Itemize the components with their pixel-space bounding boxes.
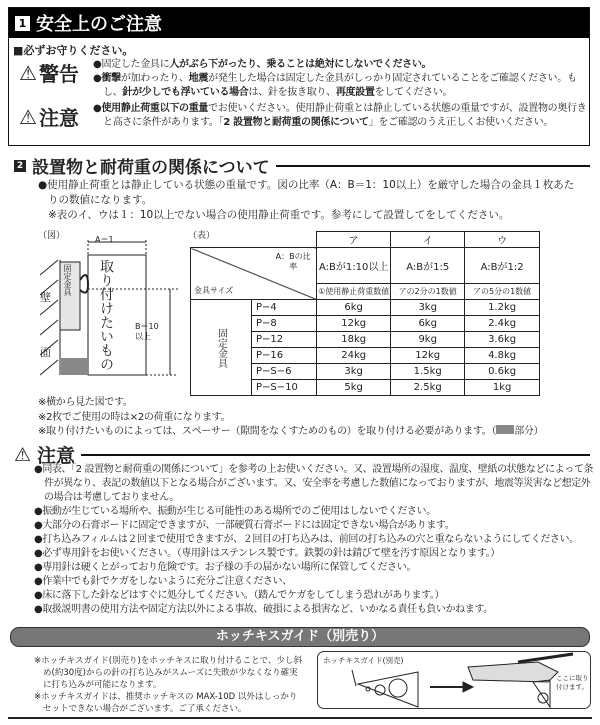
- caution-item: ●振動が生じている場所や、振動が生じる可能性のある場所でのご使用はしないでください。: [34, 506, 436, 517]
- value-cell: 6kg: [391, 316, 465, 332]
- section2-note: ※表のイ、ウは１：10以上でない場合の使用静止荷重です。参考にして設置してをしてください。: [48, 209, 510, 221]
- text-run: が加わったり、: [120, 73, 189, 84]
- stapler-guide-illustration: [318, 652, 590, 708]
- value-cell: 12kg: [391, 348, 465, 364]
- text-run: 人がぶら下がったり、乗ることは絶対にしないでください。: [169, 59, 432, 70]
- caution-title: 注意: [37, 445, 76, 467]
- caution-list: [93, 102, 587, 130]
- section-number: 2: [14, 160, 26, 172]
- attach-label: ここに取り付けます。: [556, 674, 589, 691]
- must-follow-label: ■必ずお守りください。: [13, 44, 134, 57]
- col-header: ウ: [465, 232, 540, 248]
- size-cell: P−16: [252, 348, 317, 364]
- guide-texts: [34, 655, 304, 715]
- spacer-swatch: [496, 425, 514, 434]
- sub-cell: アの2分の1数値: [391, 283, 465, 299]
- table-caption: （表）: [188, 231, 216, 241]
- ratio-cell: A:Bが1:2: [465, 248, 540, 284]
- text-run: 2 設置物と耐荷重の関係について: [223, 117, 369, 128]
- warning-text: 警告: [38, 62, 79, 86]
- text-run: 再度設置: [335, 87, 375, 98]
- caution-item: ●取扱説明書の使用方法や固定方法以外による事故、破損による損害など、いかなる責任も負いかねます。: [34, 604, 493, 615]
- size-cell: P−8: [252, 316, 317, 332]
- ratio-cell: A:Bが1:5: [391, 248, 465, 284]
- list-item: ●使用静止荷重以下の重量でお使いください。使用静止荷重とは静止している状態の重量ですが、設置物の奥行きと高さに条件があります。「2 設置物と耐荷重の関係について」をご確認のうえ正しくお使いください。: [93, 103, 587, 128]
- section-title: 設置物と耐荷重の関係について: [32, 158, 270, 178]
- value-cell: 24kg: [317, 348, 391, 364]
- value-cell: 6kg: [317, 300, 391, 316]
- caution-triangle-icon: ⚠: [19, 104, 37, 129]
- guide-illustration: [317, 651, 591, 709]
- divider: [81, 454, 590, 456]
- guide-text: ※ホッチキスガイドは、推奨ホッチキスの MAX-10D 以外はしっかりセットできない場合がございます。ご了承ください。: [34, 692, 298, 714]
- table-row: [191, 300, 540, 316]
- text-run: 地震: [188, 73, 209, 84]
- caution-item: ●大部分の石膏ボードに固定できますが、一部硬質石膏ボードには固定できない場合があります。: [34, 520, 455, 531]
- text-run: が発生した場合は固定した金具がしっかり固定されていることをご確認ください。もし、: [103, 73, 577, 98]
- value-cell: 4.8kg: [465, 348, 540, 364]
- value-cell: 1.2kg: [465, 300, 540, 316]
- section2-bullet: ●使用静止荷重とは静止している状態の重量です。図の比率（A：B＝1：10以上）を厳守した場合の金具１枚あたりの数値になります。: [38, 179, 575, 206]
- size-cell: P−S−6: [252, 364, 317, 380]
- label-b: B＝10以上: [135, 322, 159, 341]
- section2-heading: [14, 153, 590, 178]
- value-cell: 3kg: [391, 300, 465, 316]
- note: ※取り付けたいものによっては、スペーサー（隙間をなくすためのもの）を取り付ける必要があります。（: [38, 426, 497, 437]
- group-label: 固定金具: [191, 300, 252, 396]
- caution-item: ●打ち込みフィルムは２回まで使用できますが、２回目の打ち込みは、前回の打ち込みの穴と重ならないようにしてください。: [34, 534, 579, 545]
- guide-banner: ホッチキスガイド（別売り）: [10, 627, 590, 647]
- text-run: 使用静止荷重以下の重量: [101, 103, 209, 114]
- ratio-cell: A:Bが1:10以上: [317, 248, 391, 284]
- section-number: 1: [15, 16, 30, 31]
- caution-item: ●専用針は硬くとがっており危険です。お子様の手の届かない場所に保管してください。: [34, 562, 416, 573]
- value-cell: 18kg: [317, 332, 391, 348]
- label-object: 取り付けたいもの: [98, 259, 114, 371]
- guide-image-label: ホッチキスガイド(別売): [323, 656, 404, 665]
- value-cell: 2.5kg: [391, 380, 465, 396]
- spacer-area: [61, 358, 88, 375]
- ratio-label: A：Bの比率: [275, 252, 311, 271]
- col-header: ア: [317, 232, 391, 248]
- caution-item: ●作業中でも針でケガをしないように充分ご注意ください、: [34, 576, 292, 587]
- list-item: ●衝撃が加わったり、地震が発生した場合は固定した金具がしっかり固定されていることをご確認ください。もし、針が少しでも浮いている場合は、針を抜き取り、再度設置をしてください。: [93, 73, 577, 98]
- value-cell: 2.4kg: [465, 316, 540, 332]
- label-wall1: 壁: [40, 291, 51, 304]
- value-cell: 12kg: [317, 316, 391, 332]
- section-header: [9, 8, 589, 38]
- value-cell: 1.5kg: [391, 364, 465, 380]
- caution-triangle-icon: ⚠: [14, 443, 32, 466]
- list-item: ●固定した金具に人がぶら下がったり、乗ることは絶対にしないでください。: [93, 59, 432, 70]
- col-header: イ: [391, 232, 465, 248]
- sub-cell: ①使用静止荷重数値: [317, 283, 391, 299]
- text-run: 衝撃: [101, 73, 121, 84]
- value-cell: 5kg: [317, 380, 391, 396]
- divider: [276, 165, 590, 167]
- note: ※2枚でご使用の時は×2の荷重になります。: [38, 411, 231, 423]
- caution-item: ●同表、「2 設置物と耐荷重の関係について」を参考の上お使いください。又、設置場所の湿度、温度、壁紙の状態などによって条件が異なり、表記の数値以下となる場合がございます。又、安全率を考慮した数値になっておりますが、地震等災害など想定外の場合は考慮しておりません。: [34, 464, 594, 503]
- label-wall2: 面: [40, 346, 51, 359]
- caution-text: 注意: [38, 106, 79, 130]
- note: 部分）: [514, 426, 544, 437]
- value-cell: 1kg: [465, 380, 540, 396]
- text-run: 」をご確認のうえ正しくお使いください。: [368, 117, 554, 128]
- value-cell: 3.6kg: [465, 332, 540, 348]
- size-cell: P−12: [252, 332, 317, 348]
- caution-label: [19, 102, 79, 131]
- figure-notes: [38, 396, 543, 440]
- diagonal-header: [191, 248, 317, 300]
- text-run: 固定した金具に: [101, 59, 170, 70]
- load-table: [190, 231, 540, 396]
- warning-label: [19, 58, 79, 87]
- text-run: でお使いください。使用静止荷重とは静止している状態の重量ですが、設置物の奥行きと高さに条件があります。「: [103, 103, 587, 128]
- value-cell: 0.6kg: [465, 364, 540, 380]
- bottom-divider: [8, 717, 592, 719]
- figure-caption: （図）: [38, 231, 66, 241]
- caution-item: ●必ず専用針をお使いください。（専用針はステンレス製です。鉄製の針は錆びて壁を汚す原因となります。）: [34, 548, 500, 559]
- text-run: は、針を抜き取り、: [248, 87, 336, 98]
- caution2-list: [34, 463, 594, 617]
- size-cell: P−4: [252, 300, 317, 316]
- caution-item: ●床に落下した針などはすぐに処分してください。（踏んでケガをしてしまう恐れがあります。）: [34, 590, 445, 601]
- label-a: A＝1: [95, 235, 114, 244]
- value-cell: 3kg: [317, 364, 391, 380]
- sub-cell: アの5分の1数値: [465, 283, 540, 299]
- value-cell: 9kg: [391, 332, 465, 348]
- guide-text: ※ホッチキスガイド(別売り)をホッチキスに取り付けることで、少し斜め(約30度)からの針の打ち込みがスムーズに失敗が少なくなり確実に打ち込みが可能になります。: [34, 656, 302, 690]
- warning-triangle-icon: ⚠: [19, 60, 37, 85]
- warning-list: [93, 58, 587, 100]
- section-title: 安全上のご注意: [36, 14, 162, 35]
- label-bracket: 固定金具: [63, 264, 72, 296]
- size-cell: P−S−10: [252, 380, 317, 396]
- note: ※横から見た図です。: [38, 397, 133, 408]
- text-run: 針が少しでも浮いている場合: [122, 87, 249, 98]
- size-label: 金具サイズ: [194, 286, 234, 295]
- safety-section: [8, 7, 590, 146]
- text-run: をしてください。: [374, 87, 453, 98]
